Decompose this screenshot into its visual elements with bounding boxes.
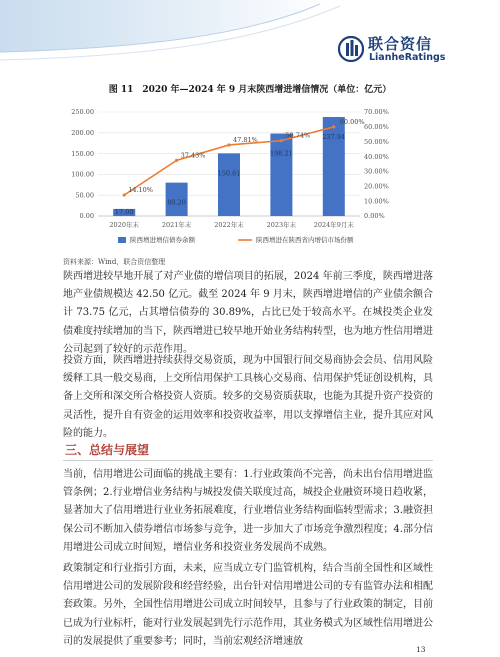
section-heading [63,441,433,459]
brand-name-cn: 联合资信 [368,35,433,53]
line-value-label: 37.43% [180,151,206,160]
y2-tick-label: 70.00% [364,108,389,117]
paragraph-industrial-bonds: 陕西增进较早地开展了对产业债的增信项目的拓展，2024 年前三季度，陕西增进落地产业债规模达 42.50 亿元。截至 2024 年 9 月末，陕西增进增信的产业债余额合计 73.75 亿元，占其增信债券的 30.89%，占比已处于较高水平。在城投类企业发债难度持续增加的当下，陕西增进已较早地开始业务结构转型，也为地方性信用增进公司起到了较好的示范作用。 [63,271,433,355]
y2-tick-label: 40.00% [364,152,389,161]
y-tick-label: 100.00 [71,170,94,179]
legend-label-line: 陕西增进在陕西省内增信市场份额 [256,236,354,244]
line-value-label: 14.10% [128,186,153,195]
line-point [332,125,335,128]
brand-name-en: LianheRatings [369,52,446,63]
bar-line-chart [60,100,440,255]
y2-tick-label: 60.00% [364,123,389,132]
x-tick-label: 2021年末 [161,221,192,229]
line-point [123,193,126,196]
legend-swatch-bar [118,237,126,243]
y2-tick-label: 20.00% [364,182,389,191]
x-tick-label: 2024年9月末 [313,221,354,229]
paragraph-challenges: 当前，信用增进公司面临的挑战主要有：1.行业政策尚不完善，尚未出台信用增进监管条例；2.行业增信业务结构与城投发债关联度过高，城投企业融资环境日趋收紧，显著加大了信用增进行业业务拓展难度，行业增信业务结构面临转型需求；3.融资担保公司不断加入债券增信市场参与竞争，进一步加大了市场竞争激烈程度；4.部分信用增进公司成立时间短，增信业务和投资业务发展尚不成熟。 [63,469,433,553]
line-point [175,159,178,162]
y2-tick-label: 30.00% [364,167,389,176]
y2-tick-label: 50.00% [364,137,389,146]
x-tick-label: 2023年末 [266,221,297,229]
line-value-label: 60.00% [339,117,365,126]
bar-value-label: 198.21 [270,149,293,158]
y2-tick-label: 0.00% [364,212,385,221]
bar-value-label: 17.00 [114,208,134,216]
line-point [227,143,230,146]
figure-title: 图 11 2020 年—2024 年 9 月末陕西增进增信情况（单位：亿元） [108,85,392,95]
bar [270,134,292,216]
x-tick-label: 2022年末 [214,221,244,229]
bar [218,153,240,216]
y-tick-label: 150.00 [71,149,94,158]
y-tick-label: 200.00 [71,129,94,137]
bar-value-label: 237.94 [322,133,346,142]
figure-source: 资料来源：Wind，联合资信整理 [63,258,166,266]
line-value-label: 47.81% [233,135,258,144]
paragraph-policy: 政策制定和行业指引方面，未来，应当成立专门监管机构，结合当前全国性和区域性信用增进公司的发展阶段和经营经验，出台针对信用增进公司的专有监管办法和相配套政策。另外，全国性信用增进公司成立时间较早，且参与了行业政策的制定，目前已成为行业标杆，能对行业发展起到先行示范作用，其业务模式为区域性信用增进公司的发展提供了重要参考；同时，当前宏观经济增速放 [63,563,433,647]
y-tick-label: 50.00 [75,191,94,200]
line-point [280,139,283,142]
y2-tick-label: 10.00% [364,197,389,206]
y-tick-label: 250.00 [71,108,94,117]
bar [323,117,345,216]
section-divider [63,460,433,461]
x-tick-label: 2020年末 [109,221,139,229]
legend-label-bar: 陕西增进增信债券余额 [130,236,195,244]
bar-value-label: 150.61 [217,169,241,178]
y-tick-label: 0.00 [79,212,94,221]
lianhe-logo-icon [338,36,364,62]
bar-value-label: 80.20 [167,198,186,207]
page-number: 13 [416,645,426,654]
line-value-label: 50.74% [285,131,311,140]
section-title: 三、总结与展望 [65,443,150,457]
paragraph-investment: 投资方面，陕西增进持续获得交易资质，现为中国银行间交易商协会会员、信用风险缓释工具一般交易商，上交所信用保护工具核心交易商、信用保护凭证创设机构，具备上交所和深交所合格投资人资质。较多的交易资质获取，也能为其提升资产投资的灵活性，提升自有资金的运用效率和投资收益率，用以支撑增信主业，提升其应对风险的能力。 [63,355,433,439]
